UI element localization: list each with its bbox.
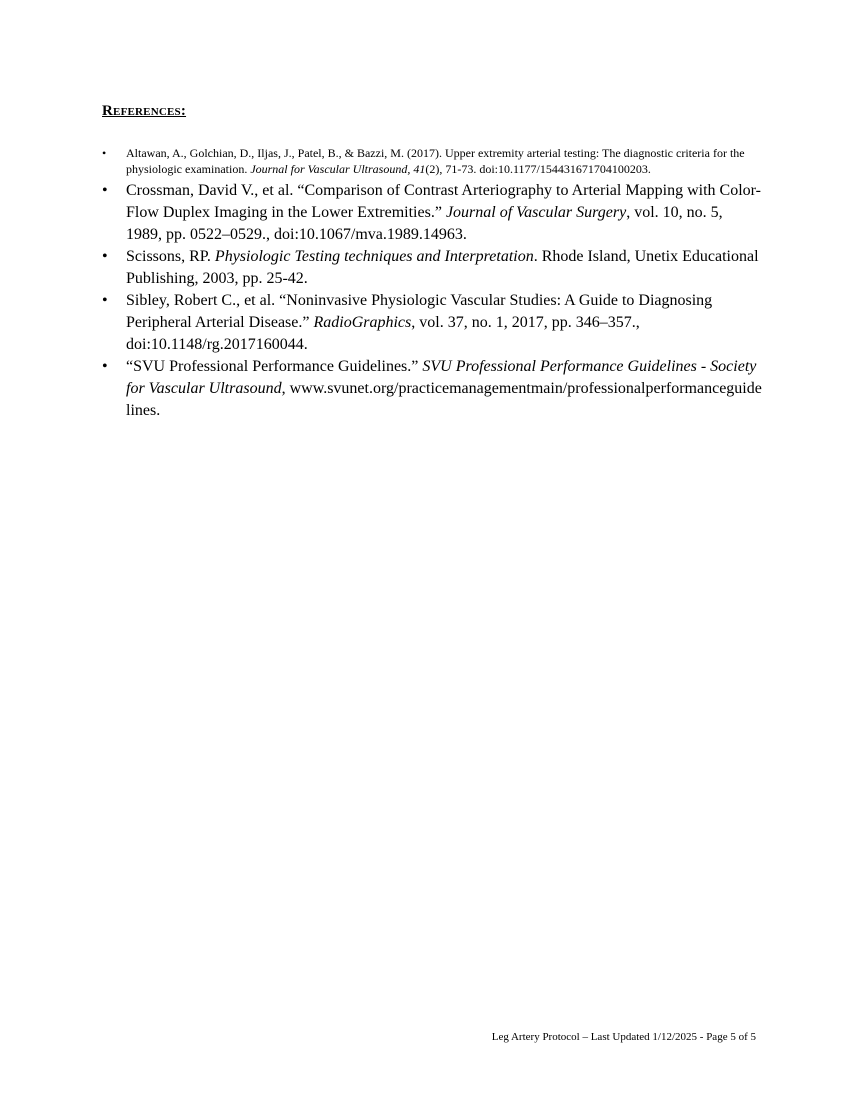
- reference-item: [102, 356, 762, 422]
- bullet-icon: •: [102, 146, 107, 160]
- reference-details: . Rhode Island, Unetix Educational Publishing, 2003, pp. 25-42.: [126, 248, 759, 287]
- reference-item: [102, 246, 762, 290]
- reference-text: Crossman, David V., et al. “Comparison of Contrast Arteriography to Arterial Mapping with Color-Flow Duplex Imaging in the Lower Extremities.”: [126, 182, 761, 221]
- reference-item: [102, 145, 762, 177]
- reference-text: Scissons, RP.: [126, 248, 215, 265]
- reference-url: , www.svunet.org/practicemanagementmain/professionalperformanceguidelines.: [126, 380, 762, 419]
- reference-journal: SVU Professional Performance Guidelines - Society for Vascular Ultrasound: [126, 358, 757, 397]
- bullet-icon: •: [102, 182, 108, 199]
- bullet-icon: •: [102, 358, 108, 375]
- reference-text: Altawan, A., Golchian, D., Iljas, J., Patel, B., & Bazzi, M. (2017). Upper extremity arterial testing: The diagnostic criteria for the physiologic examination.: [126, 146, 745, 176]
- bullet-icon: •: [102, 248, 108, 265]
- reference-journal: Journal for Vascular Ultrasound, 41: [250, 162, 426, 176]
- reference-details: , vol. 37, no. 1, 2017, pp. 346–357., doi:10.1148/rg.2017160044.: [126, 314, 640, 353]
- reference-list: [102, 145, 762, 422]
- reference-journal: Journal of Vascular Surgery: [445, 204, 627, 221]
- reference-text: “SVU Professional Performance Guidelines.”: [126, 358, 423, 375]
- reference-details: (2), 71-73. doi:10.1177/154431671704100203.: [425, 162, 651, 176]
- reference-details: , vol. 10, no. 5, 1989, pp. 0522–0529., doi:10.1067/mva.1989.14963.: [126, 204, 723, 243]
- reference-text: Sibley, Robert C., et al. “Noninvasive Physiologic Vascular Studies: A Guide to Diagnosing Peripheral Arterial Disease.”: [126, 292, 713, 331]
- reference-item: [102, 180, 762, 246]
- references-heading: References:: [102, 103, 187, 119]
- reference-journal: Physiologic Testing techniques and Interpretation: [214, 248, 534, 265]
- bullet-icon: •: [102, 292, 108, 309]
- reference-journal: RadioGraphics: [313, 314, 412, 331]
- reference-item: [102, 290, 762, 356]
- page-footer: Leg Artery Protocol – Last Updated 1/12/2025 - Page 5 of 5: [491, 1031, 756, 1043]
